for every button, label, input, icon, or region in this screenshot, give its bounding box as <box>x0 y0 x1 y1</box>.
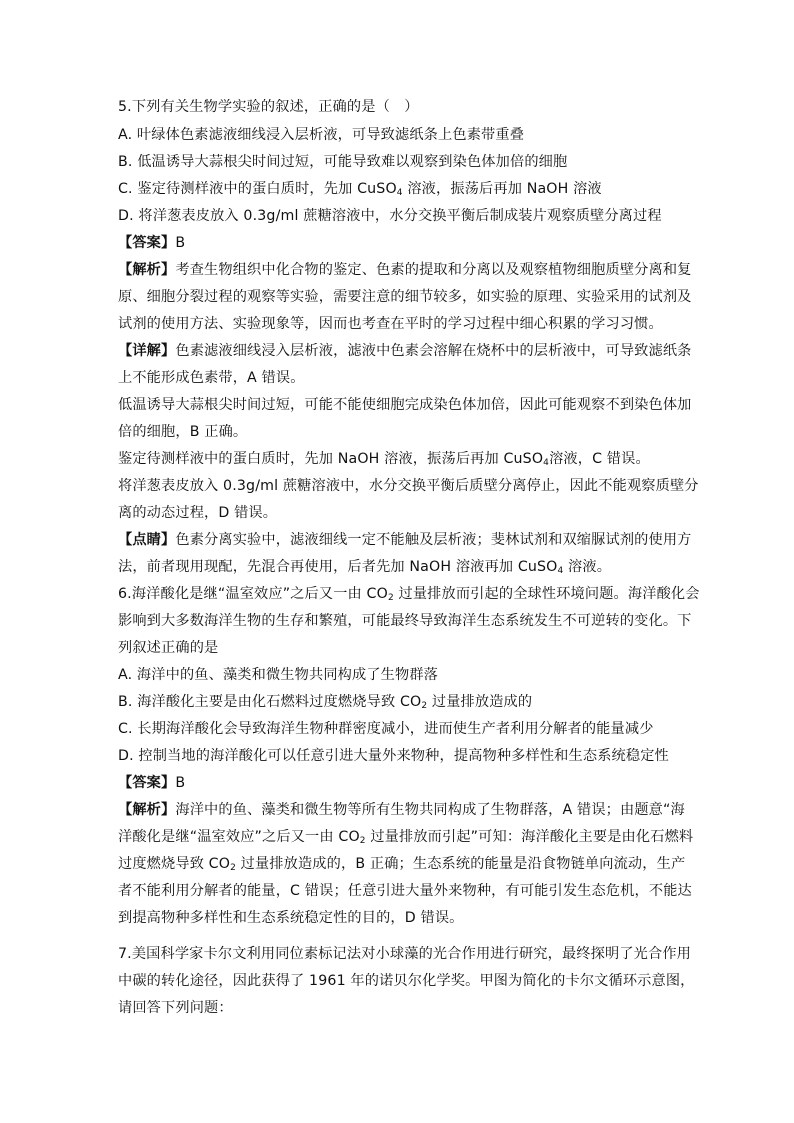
q5-detail-line: 低温诱导大蒜根尖时间过短，可能不能使细胞完成染色体加倍，因此可能观察不到染色体加 <box>118 397 692 413</box>
q6-stem: 影响到大多数海洋生物的生存和繁殖，可能最终导致海洋生态系统发生不可逆转的变化。下 <box>118 613 692 629</box>
q6-option-d: D. 控制当地的海洋酸化可以任意引进大量外来物种，提高物种多样性和生态系统稳定性 <box>118 748 669 764</box>
q6-option-c: C. 长期海洋酸化会导致海洋生物种群密度减小，进而使生产者利用分解者的能量减少 <box>118 721 654 737</box>
q5-option-a: A. 叶绿体色素滤液细线浸入层析液，可导致滤纸条上色素带重叠 <box>118 127 525 143</box>
q5-analysis-line: 【解析】考查生物组织中化合物的鉴定、色素的提取和分离以及观察植物细胞质壁分离和复 <box>118 262 692 278</box>
q5-answer: 【答案】B <box>118 235 186 251</box>
q5-option-c: C. 鉴定待测样液中的蛋白质时，先加 CuSO$_4$ 溶液，振荡后再加 NaOH 溶液 <box>118 181 602 198</box>
q5-comment-line: 【点睛】色素分离实验中，滤液细线一定不能触及层析液；斐林试剂和双缩脲试剂的使用方 <box>118 532 692 548</box>
q6-analysis-line: 过度燃烧导致 $CO_2$ 过量排放造成的，B 正确；生态系统的能量是沿食物链单向流动，生产 <box>118 856 686 873</box>
q5-detail-line: 倍的细胞，B 正确。 <box>118 424 248 440</box>
q5-option-d: D. 将洋葱表皮放入 0.3g/ml 蔗糖溶液中，水分交换平衡后制成装片观察质壁分离过程 <box>118 208 662 224</box>
q6-analysis-line: 【解析】海洋中的鱼、藻类和微生物等所有生物共同构成了生物群落，A 错误；由题意“海 <box>118 802 685 818</box>
q5-detail-line: 【详解】色素滤液细线浸入层析液，滤液中色素会溶解在烧杯中的层析液中，可导致滤纸条 <box>118 343 692 359</box>
q6-analysis-line: 洋酸化是继“温室效应”之后又一由 $CO_2$ 过量排放而引起”可知：海洋酸化主要是由化石燃料 <box>118 829 694 846</box>
q7-stem: 请回答下列问题： <box>118 1000 233 1016</box>
q6-analysis-line: 到提高物种多样性和生态系统稳定性的目的，D 错误。 <box>118 910 464 926</box>
q6-option-b: B. 海洋酸化主要是由化石燃料过度燃烧导致 $CO_2$ 过量排放造成的 <box>118 694 533 711</box>
q7-stem: 7.美国科学家卡尔文利用同位素标记法对小球藻的光合作用进行研究，最终探明了光合作用 <box>118 946 692 962</box>
q5-analysis-line: 原、细胞分裂过程的观察等实验，需要注意的细节较多，如实验的原理、实验采用的试剂及 <box>118 289 692 305</box>
q6-stem: 6.海洋酸化是继“温室效应”之后又一由 $CO_2$ 过量排放而引起的全球性环境问题。海洋酸化会 <box>118 586 700 603</box>
q5-detail-line: 离的动态过程，D 错误。 <box>118 505 278 521</box>
q5-detail-line: 上不能形成色素带，A 错误。 <box>118 370 305 386</box>
q6-stem: 列叙述正确的是 <box>118 640 219 656</box>
q5-detail-line: 鉴定待测样液中的蛋白质时，先加 NaOH 溶液，振荡后再加 CuSO$_4$溶液，C 错误。 <box>118 451 650 468</box>
q6-answer: 【答案】B <box>118 775 186 791</box>
q6-option-a: A. 海洋中的鱼、藻类和微生物共同构成了生物群落 <box>118 667 439 683</box>
q5-stem: 5.下列有关生物学实验的叙述，正确的是（ ） <box>118 99 419 115</box>
q7-stem: 中碳的转化途径，因此获得了 1961 年的诺贝尔化学奖。甲图为简化的卡尔文循环示意图， <box>118 973 695 989</box>
q6-analysis-line: 者不能利用分解者的能量，C 错误；任意引进大量外来物种，有可能引发生态危机，不能达 <box>118 883 692 899</box>
q5-option-b: B. 低温诱导大蒜根尖时间过短，可能导致难以观察到染色体加倍的细胞 <box>118 154 568 170</box>
q5-detail-line: 将洋葱表皮放入 0.3g/ml 蔗糖溶液中，水分交换平衡后质壁分离停止，因此不能观察质壁分 <box>118 478 699 494</box>
q5-comment-line: 法，前者现用现配，先混合再使用，后者先加 NaOH 溶液再加 CuSO$_4$ 溶液。 <box>118 559 612 576</box>
q5-analysis-line: 试剂的使用方法、实验现象等，因而也考查在平时的学习过程中细心积累的学习习惯。 <box>118 316 663 332</box>
